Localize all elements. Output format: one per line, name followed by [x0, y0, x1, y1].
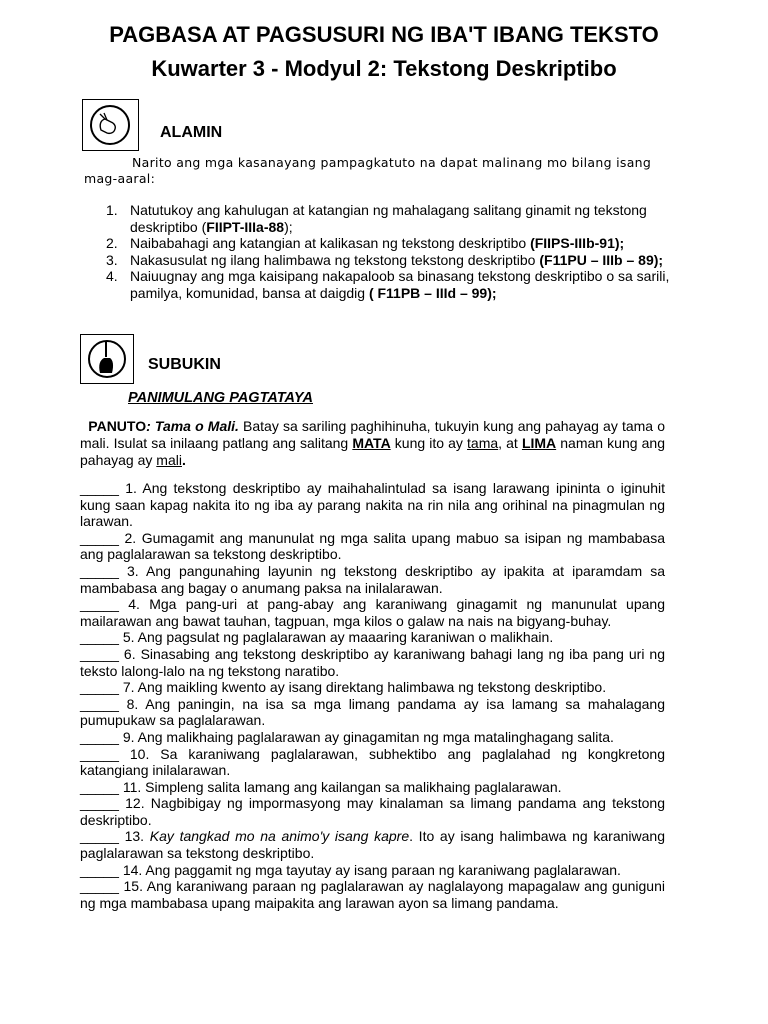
list-item: 3. Nakasusulat ng ilang halimbawa ng tekstong tekstong deskriptibo (F11PU – IIIb – 89);	[106, 251, 664, 268]
pointing-hand-icon	[82, 99, 139, 151]
question-item: _____ 14. Ang paggamit ng mga tayutay ay isang paraan ng karaniwang paglalarawan.	[80, 861, 621, 878]
question-item: _____ 13. Kay tangkad mo na animo'y isang kapre. Ito ay isang halimbawa ng karaniwang paglalarawan sa tekstong deskriptibo.	[80, 828, 665, 862]
question-item: _____ 11. Simpleng salita lamang ang kailangan sa malikhaing paglalarawan.	[80, 778, 562, 795]
document-subtitle: Kuwarter 3 - Modyul 2: Tekstong Deskriptibo	[151, 56, 617, 81]
list-item: 1. Natutukoy ang kahulugan at katangian ng mahalagang salitang ginamit ng tekstong deskriptibo (FIIPT-IIIa-88);	[106, 202, 647, 235]
question-item: _____ 4. Mga pang-uri at pang-abay ang karaniwang ginagamit ng manunulat upang mailarawan ang bawat tauhan, tagpuan, mga kilos o galaw na nais na bigyang-buhay.	[80, 596, 665, 629]
question-item: _____ 5. Ang pagsulat ng paglalarawan ay maaaring karaniwan o malikhain.	[80, 629, 554, 646]
question-item: _____ 6. Sinasabing ang tekstong deskriptibo ay karaniwang bahagi lang ng iba pang uri ng teksto lalong-lalo na ng tekstong naratibo.	[80, 645, 665, 679]
objectives-list	[100, 202, 680, 301]
question-item: _____ 10. Sa karaniwang paglalarawan, subhektibo ang paglalahad ng kongkretong katangiang inilalarawan.	[80, 745, 665, 779]
question-item: _____ 2. Gumagamit ang manunulat ng mga salita upang mabuo sa isipan ng mambabasa ang paglalarawan sa tekstong deskriptibo.	[80, 529, 665, 563]
panuto-instructions: PANUTO: Tama o Mali. Batay sa sariling paghihinuha, tukuyin kung ang pahayag ay tama o mali. Isulat sa inilaang patlang ang salitang MATA kung ito ay tama, at LIMA naman kung ang pahayag ay mali.	[80, 418, 665, 468]
list-item: 4. Naiuugnay ang mga kaisipang nakapaloob sa binasang tekstong deskriptibo o sa sarili, pamilya, komunidad, bansa at daigdig ( F11PB – IIId – 99);	[106, 268, 670, 301]
question-item: _____ 7. Ang maikling kwento ay isang direktang halimbawa ng tekstong deskriptibo.	[80, 679, 607, 696]
question-item: _____ 3. Ang pangunahing layunin ng tekstong deskriptibo ay ipakita at iparamdam sa mambabasa ang bagay o anumang paksa na inilalarawan.	[80, 562, 665, 596]
alamin-heading: ALAMIN	[160, 124, 223, 141]
list-item: 2. Naibabahagi ang katangian at kalikasan ng tekstong deskriptibo (FIIPS-IIIb-91);	[106, 235, 625, 251]
document-title: PAGBASA AT PAGSUSURI NG IBA'T IBANG TEKSTO	[109, 22, 659, 47]
pencil-hand-icon	[80, 334, 134, 384]
question-item: _____ 1. Ang tekstong deskriptibo ay maihahalintulad sa isang larawang ipininta o iginuhit kung saan kapag nakita ito ng iba ay parang nakita na rin nila ang orihinal na pinagmulan ng larawan.	[80, 480, 665, 530]
section-title: PANIMULANG PAGTATAYA	[128, 390, 313, 406]
question-item: _____ 8. Ang paningin, na isa sa mga limang pandama ay isa lamang sa mahalagang pumupukaw sa paglalarawan.	[80, 695, 665, 729]
question-item: _____ 15. Ang karaniwang paraan ng paglalarawan ay naglalayong mapagalaw ang guniguni ng mga mambabasa upang maipakita ang larawan ayon sa limang pandama.	[80, 878, 665, 911]
question-item: _____ 12. Nagbibigay ng impormasyong may kinalaman sa limang pandama ang tekstong deskriptibo.	[80, 795, 665, 828]
alamin-intro: Narito ang mga kasanayang pampagkatuto na dapat malinang mo bilang isang mag-aaral:	[84, 155, 652, 186]
question-item: _____ 9. Ang malikhaing paglalarawan ay ginagamitan ng mga matalinghagang salita.	[80, 728, 614, 745]
subukin-heading: SUBUKIN	[148, 356, 221, 373]
question-list	[80, 480, 665, 911]
